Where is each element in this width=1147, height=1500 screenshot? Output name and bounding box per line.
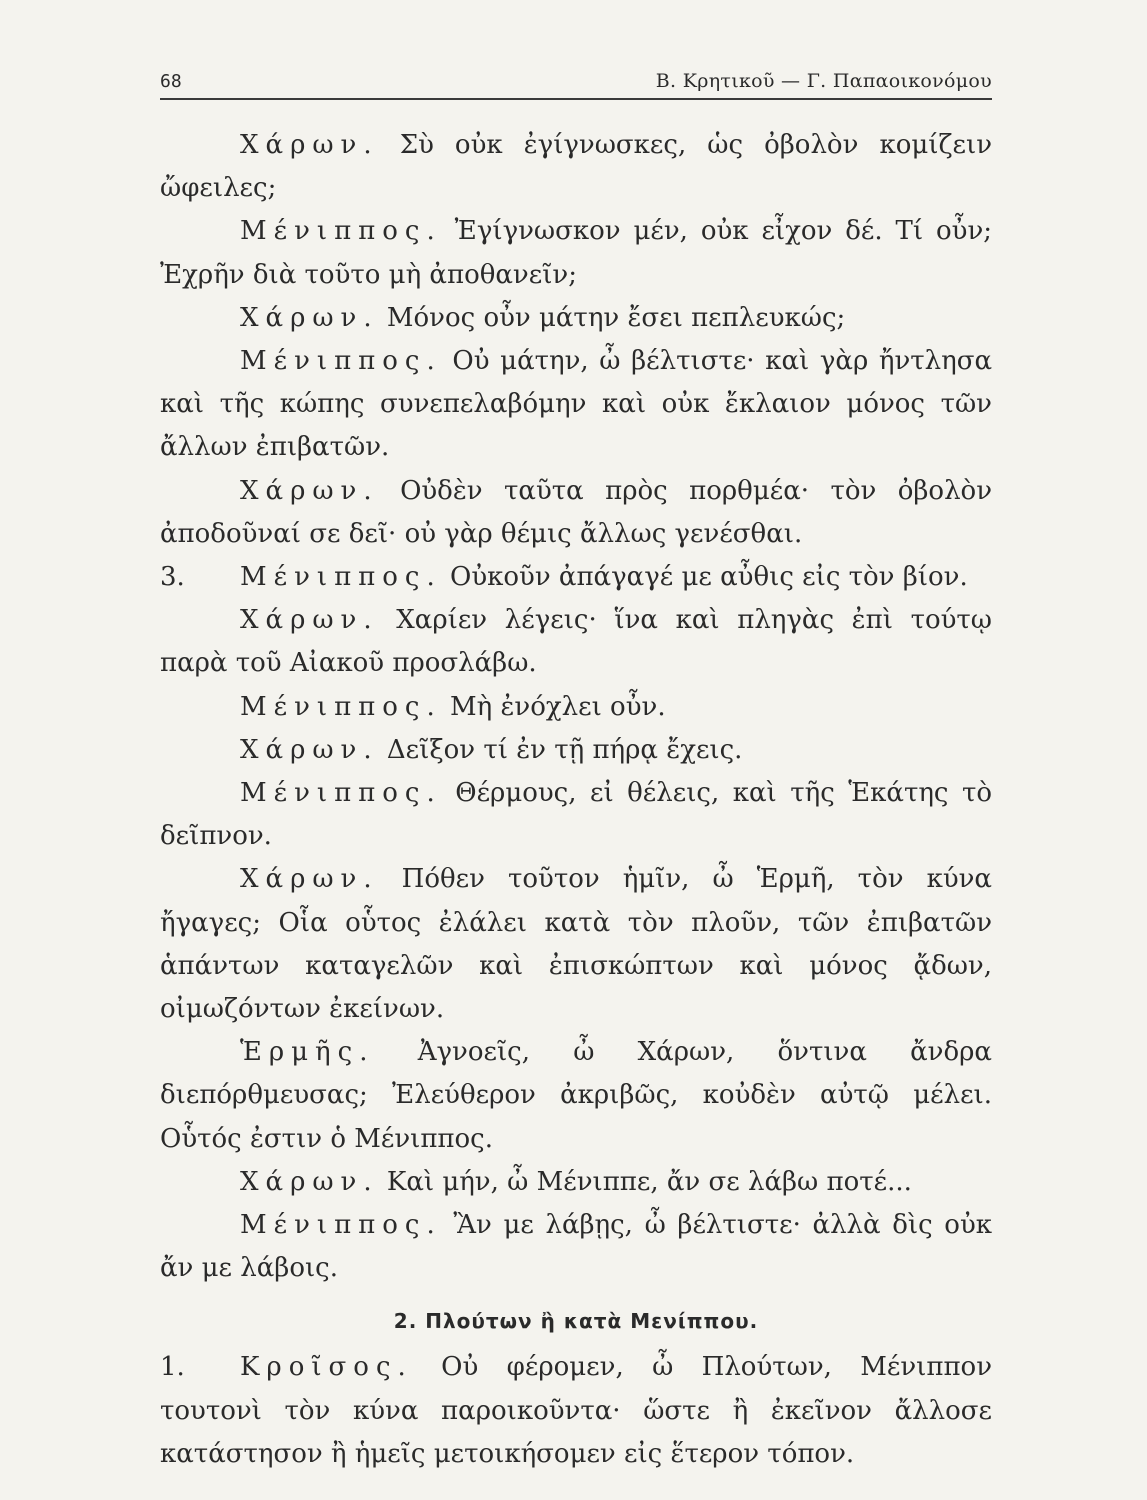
speech-text: Δεῖξον τί ἐν τῇ πήρᾳ ἔχεις.: [386, 734, 743, 765]
speaker-name: Μένιππος.: [240, 778, 442, 809]
speaker-name: Χάρων.: [240, 1166, 379, 1197]
speaker-name: Χάρων.: [240, 864, 379, 895]
speaker-name: Μένιππος.: [240, 1210, 442, 1241]
dialogue-paragraph: [160, 470, 992, 556]
speech-text: Οὐδὲν ταῦτα πρὸς πορθμέα· τὸν ὀβολὸν ἀποδοῦναί σε δεῖ· οὐ γὰρ θέμις ἄλλως γενέσθαι.: [160, 475, 993, 549]
body-text: [160, 124, 992, 1476]
dialogue-paragraph: [160, 124, 992, 210]
section-heading: 2. Πλούτων ἢ κατὰ Μενίππου.: [393, 1309, 759, 1334]
dialogue-paragraph: [160, 340, 992, 470]
dialogue-paragraph: [160, 729, 992, 772]
speech-text: Μόνος οὖν μάτην ἔσει πεπλευκώς;: [386, 302, 846, 333]
speaker-name: Χάρων.: [240, 302, 379, 333]
speech-text: Οὐκοῦν ἀπάγαγέ με αὖθις εἰς τὸν βίον.: [450, 562, 968, 593]
speaker-name: Χάρων.: [240, 605, 379, 636]
dialogue-paragraph: [160, 210, 992, 296]
speech-text: Πόθεν τοῦτον ἡμῖν, ὦ Ἑρμῆ, τὸν κύνα ἤγαγες; Οἷα οὗτος ἐλάλει κατὰ τὸν πλοῦν, τῶν ἐπιβατῶν ἁπάντων καταγελῶν καὶ ἐπισκώπτων καὶ μόνος ᾄδων, οἰμωζόντων ἐκείνων.: [160, 864, 992, 1025]
dialogue-paragraph: [160, 772, 992, 858]
running-title: Β. Κρητικοῦ — Γ. Παπαοικονόμου: [655, 70, 992, 92]
speech-text: Ἐγίγνωσκον μέν, οὐκ εἶχον δέ. Τί οὖν; Ἐχρῆν διὰ τοῦτο μὴ ἀποθανεῖν;: [160, 216, 993, 290]
dialogue-paragraph: [160, 1346, 992, 1476]
speaker-name: Μένιππος.: [240, 691, 442, 722]
dialogue-paragraph: [160, 858, 992, 1031]
speaker-name: Μένιππος.: [240, 346, 442, 377]
dialogue-paragraph: [160, 599, 992, 685]
speech-text: Οὐ μάτην, ὦ βέλτιστε· καὶ γὰρ ἤντλησα καὶ τῆς κώπης συνεπελαβόμην καὶ οὐκ ἔκλαιον μόνος τῶν ἄλλων ἐπιβατῶν.: [160, 346, 993, 463]
page-number: 68: [160, 71, 182, 92]
dialogue-paragraph: [160, 1031, 992, 1161]
speech-text: Οὐ φέρομεν, ὦ Πλούτων, Μένιππον τουτονὶ τὸν κύνα παροικοῦντα· ὥστε ἢ ἐκεῖνον ἄλλοσε κατάστησον ἢ ἡμεῖς μετοικήσομεν εἰς ἕτερον τόπον.: [160, 1352, 992, 1469]
section-number: 1.: [160, 1352, 185, 1383]
dialogue-paragraph: [160, 1161, 992, 1204]
speech-text: Ἂν με λάβῃς, ὦ βέλτιστε· ἀλλὰ δὶς οὐκ ἄν με λάβοις.: [160, 1210, 992, 1284]
speech-text: Σὺ οὐκ ἐγίγνωσκες, ὡς ὀβολὸν κομίζειν ὤφειλες;: [160, 130, 992, 204]
speech-text: Μὴ ἐνόχλει οὖν.: [450, 691, 666, 722]
speech-text: Ἀγνοεῖς, ὦ Χάρων, ὅντινα ἄνδρα διεπόρθμευσας; Ἐλεύθερον ἀκριβῶς, κοὐδὲν αὐτῷ μέλει. Οὗτός ἐστιν ὁ Μένιππος.: [160, 1037, 992, 1154]
speaker-name: Χάρων.: [240, 475, 379, 506]
dialogue-paragraph: [160, 686, 992, 729]
book-page: [160, 70, 992, 1476]
page-header: [160, 70, 992, 100]
section-number: 3.: [160, 562, 185, 593]
speaker-name: Μένιππος.: [240, 562, 442, 593]
speaker-name: Κροῖσος.: [240, 1352, 413, 1383]
speaker-name: Ἑρμῆς.: [240, 1037, 375, 1068]
speech-text: Θέρμους, εἰ θέλεις, καὶ τῆς Ἑκάτης τὸ δεῖπνον.: [160, 778, 992, 852]
speech-text: Καὶ μήν, ὦ Μένιππε, ἄν σε λάβω ποτέ...: [386, 1166, 912, 1197]
dialogue-paragraph: [160, 297, 992, 340]
speaker-name: Μένιππος.: [240, 216, 442, 247]
speech-text: Χαρίεν λέγεις· ἵνα καὶ πληγὰς ἐπὶ τούτῳ παρὰ τοῦ Αἰακοῦ προσλάβω.: [160, 605, 992, 679]
dialogue-paragraph: [160, 1204, 992, 1290]
speaker-name: Χάρων.: [240, 130, 379, 160]
dialogue-paragraph: [160, 556, 992, 599]
speaker-name: Χάρων.: [240, 734, 379, 765]
